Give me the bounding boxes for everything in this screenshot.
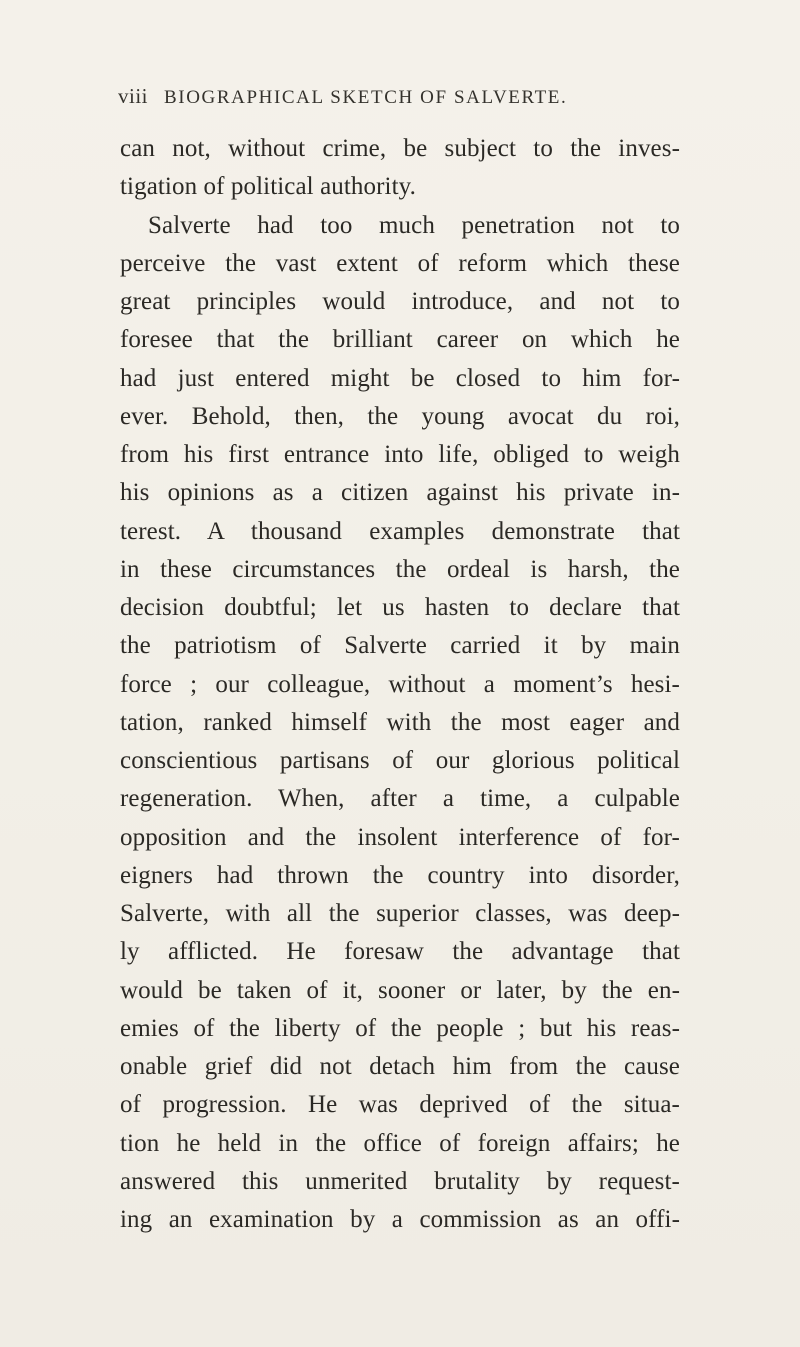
text-line: his opinions as a citizen against his private in- — [120, 479, 680, 507]
text-line: emies of the liberty of the people ; but his reas- — [120, 1014, 680, 1042]
text-line: conscientious partisans of our glorious political — [120, 747, 680, 774]
text-line: eigners had thrown the country into disorder, — [120, 861, 680, 889]
text-line: decision doubtful; let us hasten to declare that — [120, 594, 680, 621]
text-line: Salverte had too much penetration not to — [148, 211, 680, 239]
text-line: onable grief did not detach him from the cause — [120, 1053, 680, 1080]
text-line: tation, ranked himself with the most eager and — [120, 708, 680, 736]
text-line: ever. Behold, then, the young avocat du roi, — [120, 402, 680, 430]
text-line: opposition and the insolent interference of for- — [120, 823, 680, 851]
text-line: perceive the vast extent of reform which these — [120, 249, 680, 277]
text-line: tigation of political authority. — [120, 173, 416, 201]
text-line: tion he held in the office of foreign affairs; he — [120, 1129, 680, 1157]
body-text — [120, 130, 680, 1239]
text-line: can not, without crime, be subject to the inves- — [120, 135, 680, 162]
text-line: ing an examination by a commission as an offi- — [120, 1206, 680, 1233]
text-line: had just entered might be closed to him for- — [120, 364, 680, 392]
text-line: of progression. He was deprived of the situa- — [120, 1091, 680, 1119]
text-line: in these circumstances the ordeal is harsh, the — [120, 555, 680, 583]
text-line: terest. A thousand examples demonstrate that — [120, 517, 680, 545]
text-line: ly afflicted. He foresaw the advantage that — [120, 938, 680, 966]
page-number: viii — [118, 84, 149, 108]
text-line: would be taken of it, sooner or later, by the en- — [120, 976, 680, 1004]
text-line: answered this unmerited brutality by request- — [120, 1167, 680, 1195]
text-line: Salverte, with all the superior classes, was deep- — [120, 900, 680, 927]
text-line: foresee that the brilliant career on which he — [120, 326, 680, 354]
text-line: regeneration. When, after a time, a culpable — [120, 785, 680, 813]
text-line: great principles would introduce, and not to — [120, 288, 680, 315]
text-line: from his first entrance into life, obliged to weigh — [120, 441, 680, 468]
text-line: the patriotism of Salverte carried it by main — [120, 632, 680, 660]
running-title: BIOGRAPHICAL SKETCH OF SALVERTE. — [164, 87, 568, 108]
text-line: force ; our colleague, without a moment’s hesi- — [120, 670, 680, 698]
running-head — [118, 84, 678, 114]
